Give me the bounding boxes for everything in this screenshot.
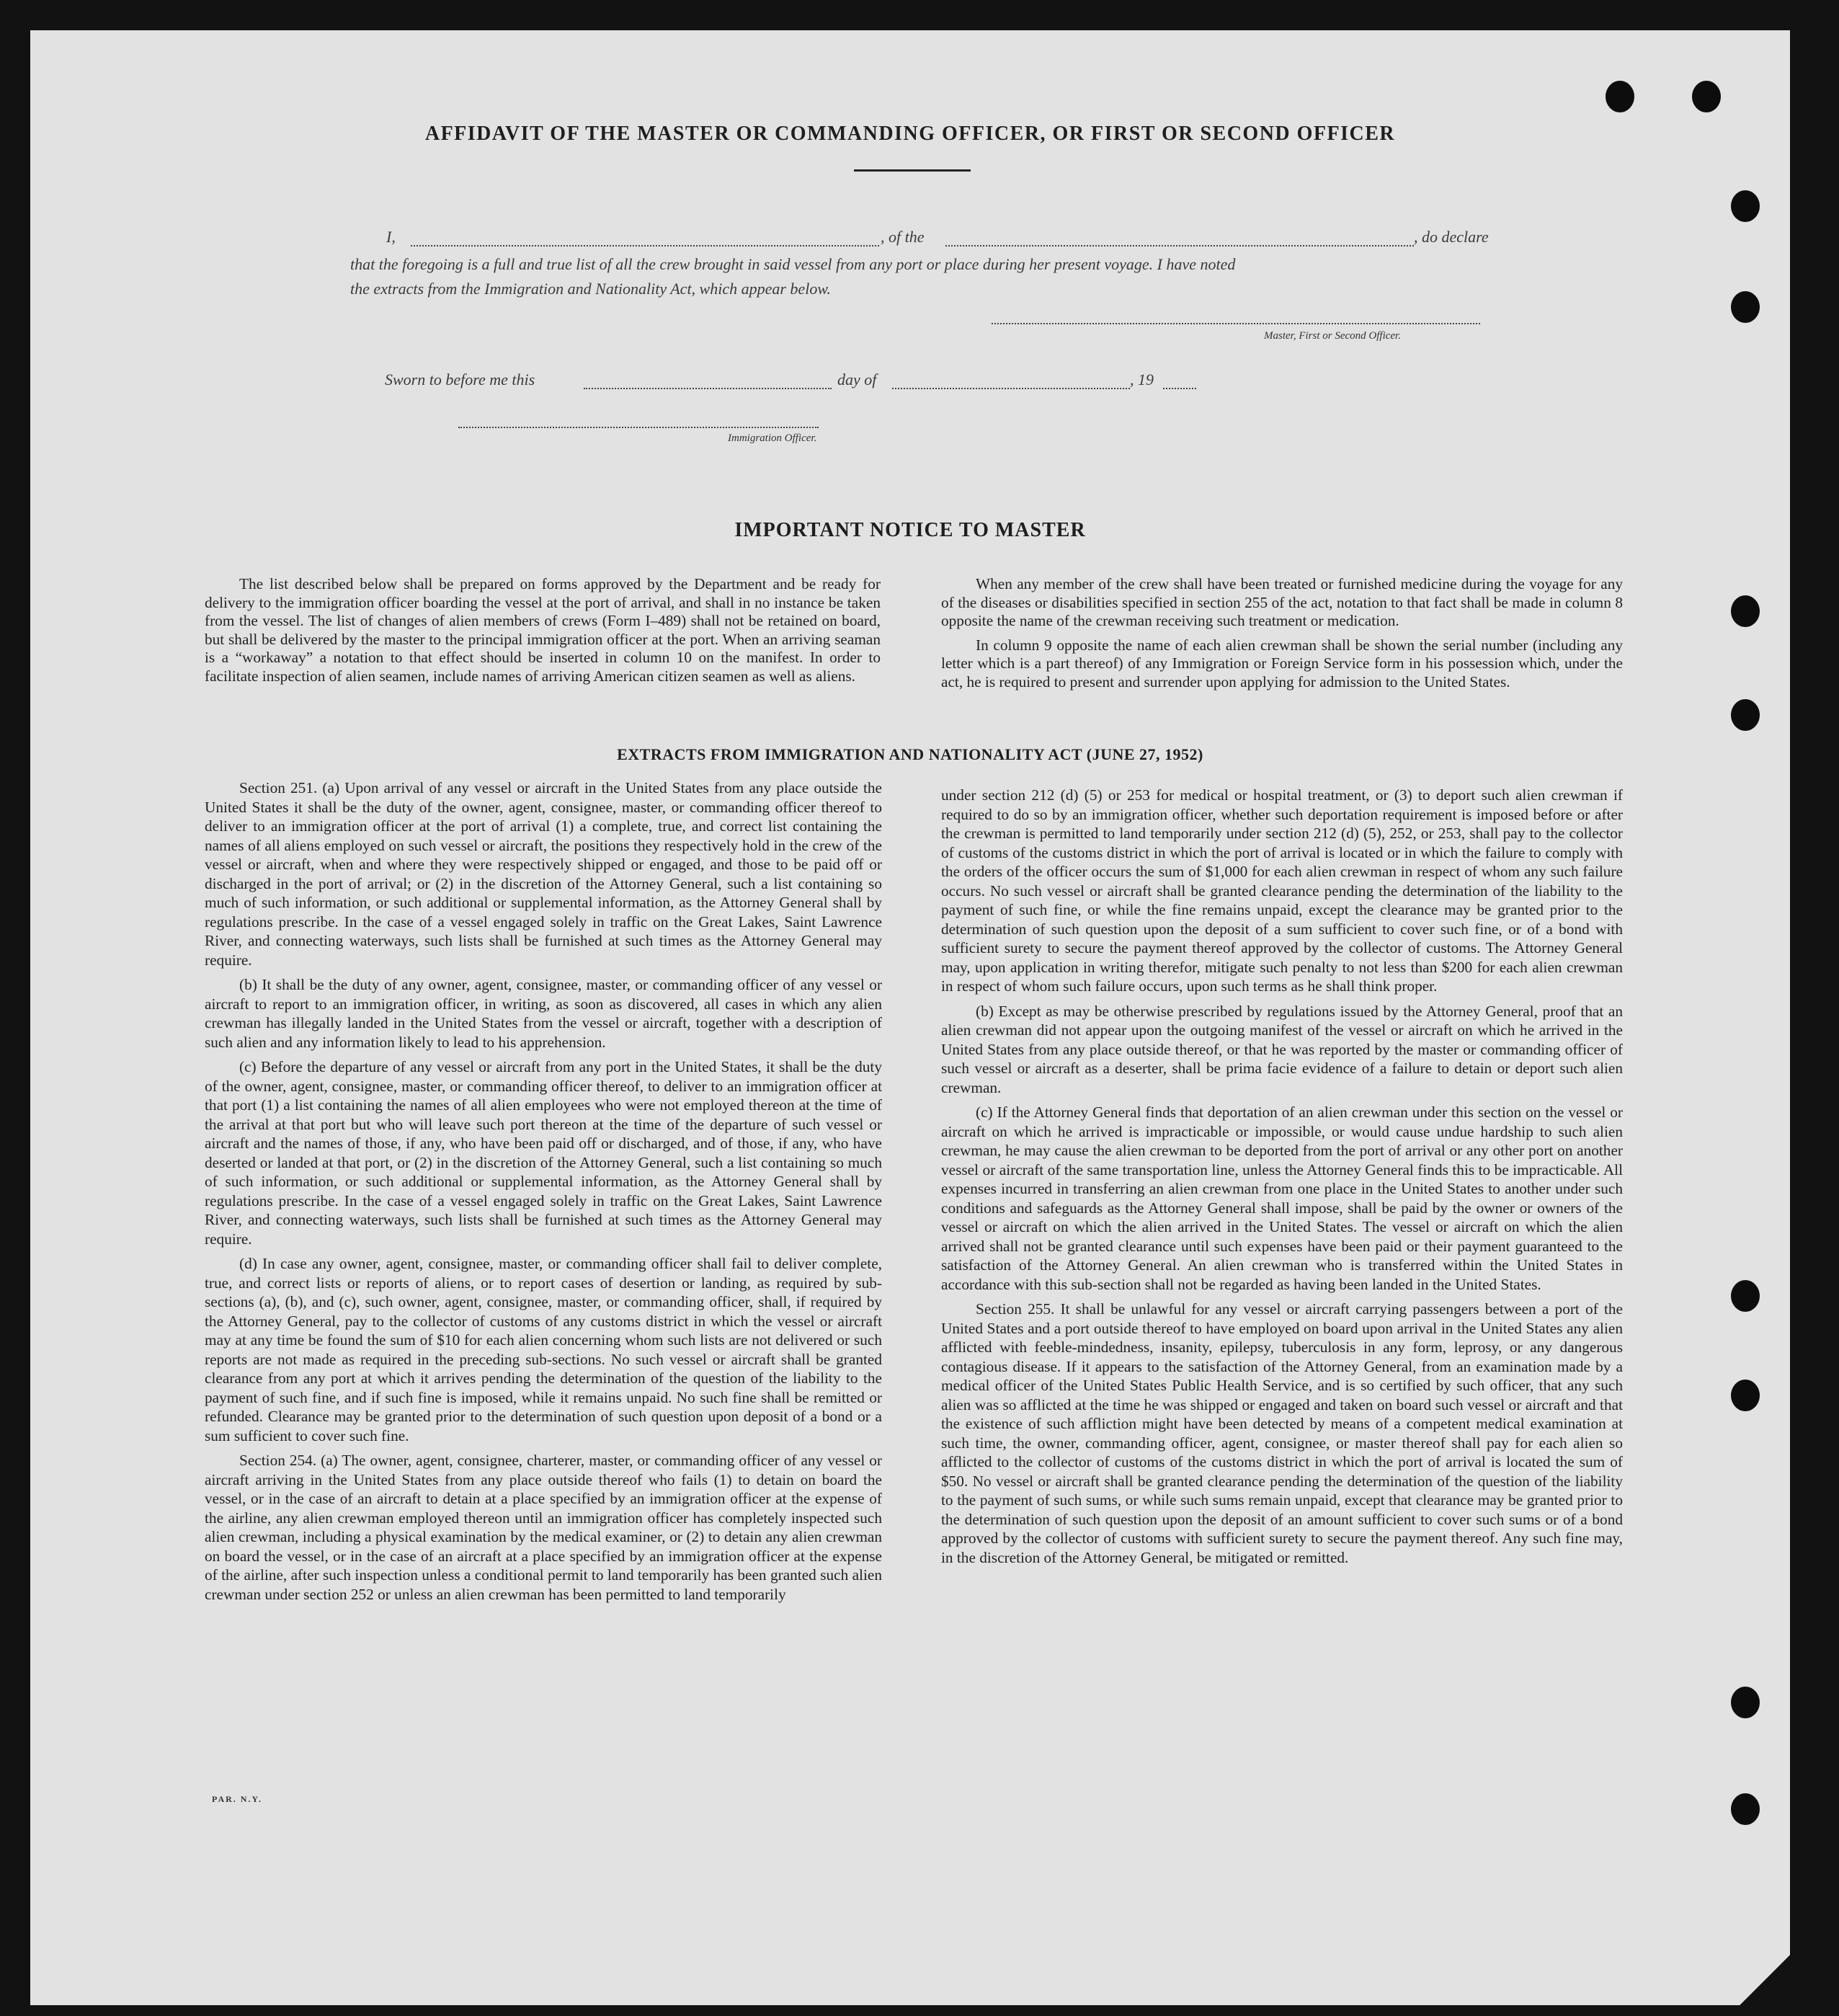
- binder-hole-icon: [1731, 190, 1760, 222]
- binder-hole-icon: [1731, 291, 1760, 323]
- printer-mark: PAR. N.Y.: [212, 1794, 263, 1804]
- notice-title: IMPORTANT NOTICE TO MASTER: [734, 519, 1086, 541]
- vessel-field-line[interactable]: [945, 245, 1414, 247]
- day-of-label: day of: [837, 370, 877, 388]
- binder-hole-icon: [1692, 81, 1721, 112]
- name-field-line[interactable]: [411, 245, 879, 247]
- sworn-month-field-line[interactable]: [892, 388, 1130, 389]
- extract-paragraph: (d) In case any owner, agent, consignee, master, or commanding officer shall fail to deliver complete, true, and correct lists or reports of aliens, or to report cases of desertion or landing, as required by sub-sections (a), (b), and (c), such owner, agent, consignee, master, or commanding officer, shall, if required by the Attorney General, pay to the collector of customs of any customs district in which the vessel or aircraft may at any time be found the sum of $10 for each alien concerning whom such lists are not delivered or such reports are not made as required in the preceding sub-sections. No such vessel or aircraft shall be granted clearance from any port at which it arrives pending the determination of the question of the liability to the payment of such fine, and if such fine is imposed, while it remains unpaid. No such fine shall be remitted or refunded. Clearance may be granted prior to the determination of such question upon deposit of a bond or a sum sufficient to cover such fine.: [205, 1255, 882, 1444]
- extract-paragraph: Section 251. (a) Upon arrival of any vessel or aircraft in the United States from any place outside the United States it shall be the duty of the owner, agent, consignee, master, or commanding officer thereof to deliver to an immigration officer at the port of arrival (1) a complete, true, and correct list containing the names of all aliens employed on such vessel or aircraft, the positions they respectively hold in the crew of the vessel or aircraft, when and where they were respectively shipped or engaged, and those to be paid off or discharged in the port of arrival; or (2) in the discretion of the Attorney General, such a list containing so much of such information, or such additional or supplemental information, as the Attorney General shall by regulations prescribe. In the case of a vessel engaged solely in traffic on the Great Lakes, Saint Lawrence River, and connecting waterways, such lists shall be furnished at such times as the Attorney General may require.: [205, 779, 882, 969]
- sworn-label: Sworn to before me this: [385, 370, 535, 388]
- binder-hole-icon: [1731, 1793, 1760, 1825]
- notice-paragraph: When any member of the crew shall have been treated or furnished medicine during the voyage for any of the diseases or disabilities specified in section 255 of the act, notation to that fact shall be made in column 8 opposite the name of the crewman receiving such treatment or medication.: [941, 575, 1623, 629]
- extract-paragraph: (c) If the Attorney General finds that deportation of an alien crewman under this section on the vessel or aircraft on which he arrived is impracticable or impossible, or would cause undue hardship to such alien crewman, he may cause the alien crewman to be deported from the port of arrival or any other port on another vessel or aircraft of the same transportation line, unless the Attorney General finds this to be impracticable. All expenses incurred in transferring an alien crewman from one place in the United States to another under such conditions and safeguards as the Attorney General shall impose, shall be paid by the owner or owners of the vessel or aircraft on which the alien arrived in the United States. The vessel or aircraft on which the alien arrived shall not be granted clearance until such expenses have been paid or their payment guaranteed to the satisfaction of the Attorney General. An alien crewman who is transferred within the United States in accordance with this sub-section shall not be regarded as having been landed in the United States.: [941, 1104, 1623, 1293]
- affidavit-title: AFFIDAVIT OF THE MASTER OR COMMANDING OFFICER, OR FIRST OR SECOND OFFICER: [424, 123, 1396, 145]
- extract-paragraph: Section 255. It shall be unlawful for any vessel or aircraft carrying passengers between a port of the United States and a port outside thereof to have employed on board upon arrival in the United States any alien afflicted with feeble-mindedness, insanity, epilepsy, tuberculosis in any form, leprosy, or any dangerous contagious disease. If it appears to the satisfaction of the Attorney General, from an examination made by a medical officer of the United States Public Health Service, and is so certified by such officer, that any such alien was so afflicted at the time he was shipped or engaged and taken on board such vessel or aircraft and that the existence of such affliction might have been detected by means of a competent medical examination at such time, the owner, commanding officer, agent, consignee, or master thereof shall pay for each alien so afflicted to the collector of customs of the customs district in which the port of arrival is located the sum of $50. No vessel or aircraft shall be granted clearance pending the determination of the question of the liability to the payment of such sums, or while such sums remain unpaid, except that clearance may be granted prior to the determination of such question upon the deposit of an amount sufficient to cover such sums or of a bond approved by the collector of customs with sufficient surety to secure the payment thereof. Any such fine may, in the discretion of the Attorney General, be mitigated or remitted.: [941, 1300, 1623, 1566]
- notice-right-column: [941, 575, 1623, 697]
- notice-left-column: [205, 575, 881, 691]
- extract-paragraph: (c) Before the departure of any vessel or aircraft from any port in the United States, it shall be the duty of the owner, agent, consignee, master, or commanding officer thereof, to deliver to an immigration officer at that port (1) a list containing the names of all alien employees who were not employed thereon at the time of the arrival at that port but who will leave such port thereon at the time of the departure of such vessel or aircraft and the names of those, if any, who have been paid off or discharged, and of those, if any, who have deserted or landed at that port, or (2) in the discretion of the Attorney General, such a list containing so much of such information, or such additional or supplemental information, as the Attorney General shall by regulations prescribe. In the case of a vessel engaged solely in traffic on the Great Lakes, Saint Lawrence River, and connecting waterways, such lists shall be furnished at such times as the Attorney General may require.: [205, 1058, 882, 1248]
- extracts-title: EXTRACTS FROM IMMIGRATION AND NATIONALITY ACT (JUNE 27, 1952): [617, 745, 1203, 763]
- affidavit-declare-label: , do declare: [1414, 228, 1489, 246]
- affidavit-line-2: that the foregoing is a full and true list of all the crew brought in said vessel from any port or place during her present voyage. I have noted: [350, 255, 1236, 273]
- extract-paragraph: under section 212 (d) (5) or 253 for medical or hospital treatment, or (3) to deport such alien crewman if required to do so by an immigration officer, whether such deportation requirement is imposed before or after the crewman is permitted to land temporarily under section 212 (d) (5), 252, or 253, shall pay to the collector of customs of the customs district in which the port of arrival is located or in which the failure to comply with the orders of the officer occurs the sum of $1,000 for each alien crewman in respect of whom any such failure occurs. No such vessel or aircraft shall be granted clearance pending the determination of the liability to the payment of such fine, or while the fine remains unpaid, except the clearance may be granted prior to the determination of such question upon the deposit of a sum sufficient to cover such fine, or of a bond with sufficient surety to secure the payment thereof approved by the collector of customs. The Attorney General may, upon application in writing therefor, mitigate such penalty to not less than $200 for each alien crewman in respect of whom such failure occurs, upon such terms as he shall think proper.: [941, 786, 1623, 995]
- notice-paragraph: In column 9 opposite the name of each alien crewman shall be shown the serial number (including any letter which is a part thereof) of any Immigration or Foreign Service form in his possession which, under the act, he is required to present and surrender upon applying for admission to the United States.: [941, 636, 1623, 690]
- officer-caption: Immigration Officer.: [728, 432, 817, 444]
- extract-paragraph: Section 254. (a) The owner, agent, consignee, charterer, master, or commanding officer of any vessel or aircraft arriving in the United States from any place outside thereof who fails (1) to detain on board the vessel, or in the case of an aircraft to detain at a place specified by an immigration officer at the expense of the airline, any alien crewman employed thereon until an immigration officer has completely inspected such alien crewman, including a physical examination by the medical examiner, or (2) to detain any alien crewman on board the vessel, or in the case of an aircraft at a place specified by an immigration officer at the expense of the airline, after such inspection unless a conditional permit to land temporarily has been granted such alien crewman under section 252 or unless an alien crewman has been permitted to land temporarily: [205, 1452, 882, 1603]
- master-caption: Master, First or Second Officer.: [1264, 330, 1401, 342]
- binder-hole-icon: [1731, 1380, 1760, 1411]
- binder-hole-icon: [1731, 1280, 1760, 1312]
- master-signature-line[interactable]: [992, 323, 1480, 324]
- sworn-day-field-line[interactable]: [584, 388, 832, 389]
- folded-corner: [1740, 1955, 1790, 2005]
- officer-signature-line[interactable]: [458, 427, 819, 428]
- affidavit-i-label: I,: [386, 228, 396, 246]
- year-label: , 19: [1130, 370, 1154, 388]
- extract-paragraph: (b) It shall be the duty of any owner, agent, consignee, master, or commanding officer of any vessel or aircraft to report to an immigration officer, in writing, as soon as discovered, all cases in which any alien crewman has illegally landed in the United States from the vessel or aircraft, together with a description of such alien and any information likely to lead to his apprehension.: [205, 976, 882, 1051]
- sworn-year-field-line[interactable]: [1163, 388, 1196, 389]
- binder-hole-icon: [1731, 699, 1760, 731]
- extracts-left-column: [205, 778, 882, 1609]
- binder-hole-icon: [1731, 595, 1760, 627]
- extracts-right-column: [941, 786, 1623, 1573]
- notice-paragraph: The list described below shall be prepared on forms approved by the Department and be ready for delivery to the immigration officer boarding the vessel at the port of arrival, and shall in no instance be taken from the vessel. The list of changes of alien members of crews (Form I–489) shall not be retained on board, but shall be delivered by the master to the principal immigration officer at the port. When an arriving seaman is a “workaway” a notation to that effect should be inserted in column 10 on the manifest. In order to facilitate inspection of alien seamen, include names of arriving American citizen seamen as well as aliens.: [205, 575, 881, 685]
- affidavit-of-the-label: , of the: [881, 228, 925, 246]
- extract-paragraph: (b) Except as may be otherwise prescribed by regulations issued by the Attorney General, proof that an alien crewman did not appear upon the outgoing manifest of the vessel or aircraft on which he arrived in the United States from any place outside thereof, or that he was reported by the master or commanding officer of such vessel or aircraft as a deserter, shall be prima facie evidence of a failure to detain or deport such alien crewman.: [941, 1002, 1623, 1096]
- title-underline: [854, 169, 971, 172]
- form-page: [30, 30, 1790, 2005]
- affidavit-line-3: the extracts from the Immigration and Nationality Act, which appear below.: [350, 280, 831, 298]
- binder-hole-icon: [1731, 1687, 1760, 1718]
- binder-hole-icon: [1606, 81, 1634, 112]
